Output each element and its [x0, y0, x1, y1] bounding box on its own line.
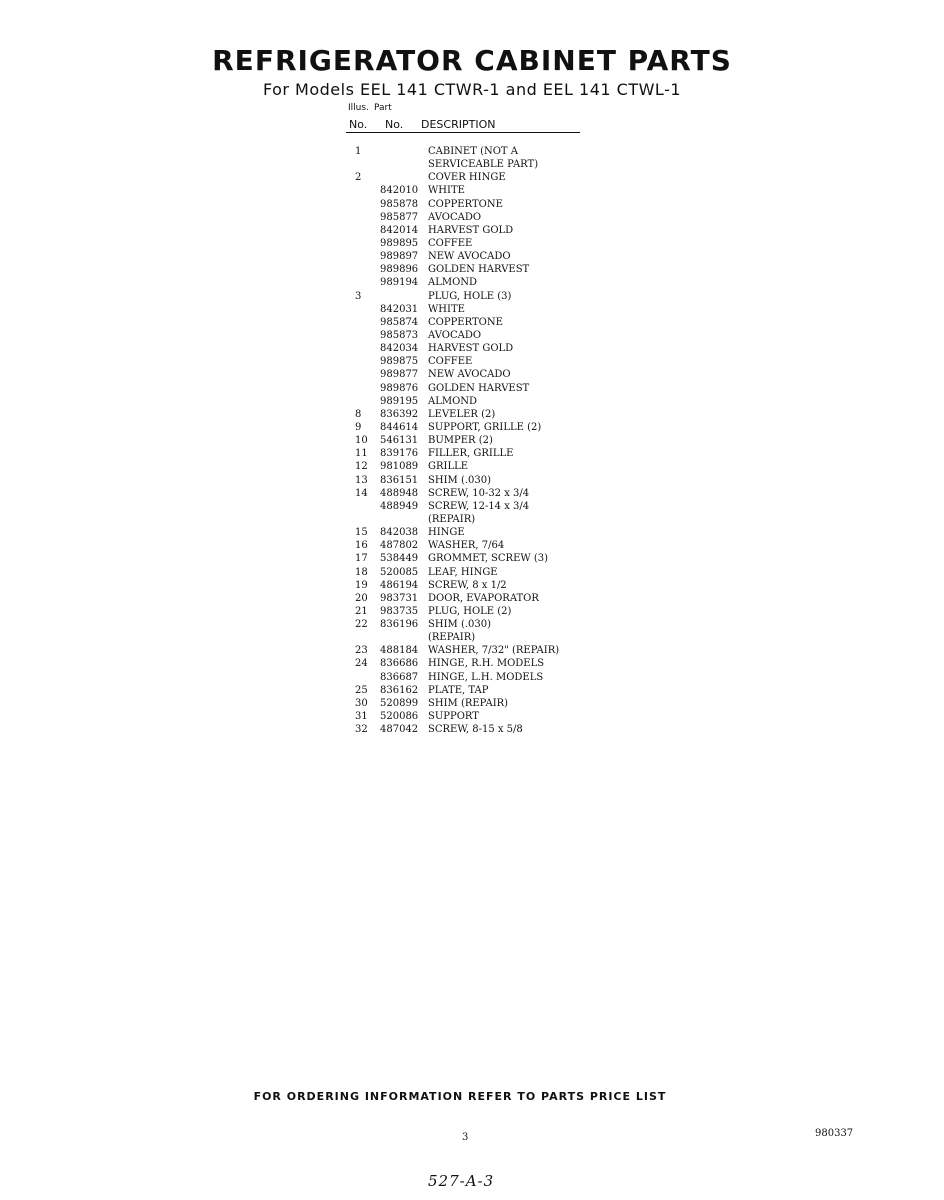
- illus-number: 32: [355, 724, 368, 736]
- part-description: ALMOND: [428, 277, 478, 289]
- part-description: HINGE: [428, 527, 465, 539]
- table-row: [0, 276, 944, 289]
- part-description: COPPERTONE: [428, 316, 503, 328]
- table-row: [0, 447, 944, 460]
- part-description: PLATE, TAP: [428, 684, 489, 696]
- part-description: (REPAIR): [428, 513, 476, 525]
- header-illus-top: Illus.: [348, 103, 369, 113]
- part-number: 836686: [380, 658, 419, 670]
- part-description: HINGE, L.H. MODELS: [428, 671, 544, 683]
- illus-number: 16: [355, 540, 368, 552]
- illus-number: 30: [355, 697, 368, 709]
- table-row: [0, 263, 944, 276]
- table-row: [0, 198, 944, 211]
- part-number: 989877: [380, 369, 419, 381]
- part-description: GRILLE: [428, 461, 469, 473]
- part-number: 985878: [380, 198, 419, 210]
- table-row: [0, 487, 944, 500]
- table-row: [0, 605, 944, 618]
- part-description: PLUG, HOLE (2): [428, 605, 512, 617]
- part-number: 989897: [380, 251, 419, 263]
- part-description: NEW AVOCADO: [428, 251, 511, 263]
- table-row: [0, 710, 944, 723]
- table-row: [0, 513, 944, 526]
- part-number: 538449: [380, 553, 419, 565]
- part-description: LEVELER (2): [428, 408, 496, 420]
- table-row: [0, 250, 944, 263]
- table-row: [0, 618, 944, 631]
- part-number: 842010: [380, 185, 419, 197]
- illus-number: 2: [355, 172, 362, 184]
- part-number: 983735: [380, 605, 419, 617]
- table-row: [0, 539, 944, 552]
- part-description: COPPERTONE: [428, 198, 503, 210]
- part-number: 488948: [380, 487, 419, 499]
- illus-number: 23: [355, 645, 368, 657]
- part-description: AVOCADO: [428, 211, 482, 223]
- part-number: 989896: [380, 264, 419, 276]
- part-number: 842034: [380, 343, 419, 355]
- ordering-note: FOR ORDERING INFORMATION REFER TO PARTS PRICE LIST: [253, 1090, 667, 1103]
- table-row: [0, 171, 944, 184]
- part-description: SHIM (.030): [428, 619, 492, 631]
- illus-number: 10: [355, 435, 368, 447]
- part-description: COFFEE: [428, 356, 473, 368]
- table-row: [0, 408, 944, 421]
- part-number: 836392: [380, 408, 419, 420]
- table-row: [0, 158, 944, 171]
- table-row: [0, 684, 944, 697]
- part-description: COFFEE: [428, 237, 473, 249]
- part-number: 839176: [380, 448, 419, 460]
- part-description: ALMOND: [428, 395, 478, 407]
- table-row: [0, 657, 944, 670]
- part-number: 985877: [380, 211, 419, 223]
- part-number: 989876: [380, 382, 419, 394]
- part-number: 520085: [380, 566, 419, 578]
- illus-number: 9: [355, 421, 362, 433]
- table-row: [0, 355, 944, 368]
- part-description: SCREW, 12-14 x 3/4: [428, 500, 530, 512]
- part-description: (REPAIR): [428, 632, 476, 644]
- part-description: GOLDEN HARVEST: [428, 264, 530, 276]
- part-description: WASHER, 7/32" (REPAIR): [428, 645, 560, 657]
- part-number: 520899: [380, 697, 419, 709]
- part-number: 488949: [380, 500, 419, 512]
- header-illus-bottom: No.: [349, 118, 368, 131]
- part-description: GOLDEN HARVEST: [428, 382, 530, 394]
- part-number: 836151: [380, 474, 419, 486]
- part-description: HARVEST GOLD: [428, 343, 514, 355]
- part-description: SCREW, 10-32 x 3/4: [428, 487, 530, 499]
- part-number: 844614: [380, 421, 419, 433]
- illus-number: 17: [355, 553, 368, 565]
- table-row: [0, 329, 944, 342]
- illus-number: 25: [355, 684, 368, 696]
- page-title: REFRIGERATOR CABINET PARTS: [212, 44, 732, 77]
- part-number: 486194: [380, 579, 419, 591]
- illus-number: 22: [355, 619, 368, 631]
- illus-number: 8: [355, 408, 362, 420]
- table-row: [0, 211, 944, 224]
- table-row: [0, 474, 944, 487]
- illus-number: 15: [355, 527, 368, 539]
- table-row: [0, 552, 944, 565]
- page-subtitle: For Models EEL 141 CTWR-1 and EEL 141 CTWL-1: [262, 80, 682, 99]
- table-row: [0, 316, 944, 329]
- part-description: SERVICEABLE PART): [428, 159, 539, 171]
- part-number: 836687: [380, 671, 419, 683]
- table-row: [0, 184, 944, 197]
- part-number: 989194: [380, 277, 419, 289]
- part-number: 842031: [380, 303, 419, 315]
- part-description: SHIM (.030): [428, 474, 492, 486]
- part-number: 546131: [380, 435, 419, 447]
- table-row: [0, 500, 944, 513]
- part-number: 981089: [380, 461, 419, 473]
- page-number: 3: [462, 1132, 469, 1143]
- illus-number: 11: [355, 448, 368, 460]
- table-row: [0, 368, 944, 381]
- illus-number: 24: [355, 658, 368, 670]
- part-number: 989895: [380, 237, 419, 249]
- illus-number: 21: [355, 605, 368, 617]
- table-row: [0, 697, 944, 710]
- table-row: [0, 566, 944, 579]
- table-row: [0, 631, 944, 644]
- part-description: SCREW, 8-15 x 5/8: [428, 724, 523, 736]
- part-description: WHITE: [428, 303, 465, 315]
- table-row: [0, 145, 944, 158]
- header-description: DESCRIPTION: [421, 118, 496, 131]
- part-number: 487042: [380, 724, 419, 736]
- part-number: 842014: [380, 224, 419, 236]
- part-number: 989195: [380, 395, 419, 407]
- part-number: 983731: [380, 592, 419, 604]
- part-number: 836196: [380, 619, 419, 631]
- table-row: [0, 526, 944, 539]
- table-row: [0, 579, 944, 592]
- part-number: 985873: [380, 329, 419, 341]
- part-number: 989875: [380, 356, 419, 368]
- part-description: DOOR, EVAPORATOR: [428, 592, 539, 604]
- illus-number: 12: [355, 461, 368, 473]
- table-row: [0, 723, 944, 736]
- illus-number: 13: [355, 474, 368, 486]
- header-part-bottom: No.: [385, 118, 404, 131]
- part-description: BUMPER (2): [428, 435, 493, 447]
- part-number: 985874: [380, 316, 419, 328]
- table-row: [0, 460, 944, 473]
- part-number: 488184: [380, 645, 419, 657]
- table-row: [0, 342, 944, 355]
- table-row: [0, 671, 944, 684]
- header-rule: [346, 132, 580, 133]
- part-description: SUPPORT: [428, 711, 479, 723]
- part-number: 842038: [380, 527, 419, 539]
- part-description: FILLER, GRILLE: [428, 448, 514, 460]
- illus-number: 20: [355, 592, 368, 604]
- part-description: CABINET (NOT A: [428, 146, 518, 157]
- parts-list: [0, 145, 944, 736]
- table-row: [0, 382, 944, 395]
- table-row: [0, 224, 944, 237]
- part-number: 836162: [380, 684, 419, 696]
- table-row: [0, 395, 944, 408]
- part-number: 487802: [380, 540, 419, 552]
- illus-number: 1: [355, 146, 362, 157]
- part-description: HARVEST GOLD: [428, 224, 514, 236]
- part-description: COVER HINGE: [428, 172, 506, 184]
- part-description: WASHER, 7/64: [428, 540, 505, 552]
- part-description: HINGE, R.H. MODELS: [428, 658, 545, 670]
- header-part-top: Part: [374, 103, 392, 113]
- illus-number: 14: [355, 487, 368, 499]
- part-description: AVOCADO: [428, 329, 482, 341]
- part-description: LEAF, HINGE: [428, 566, 498, 578]
- table-row: [0, 421, 944, 434]
- handwritten-note: 527-A-3: [428, 1172, 495, 1190]
- part-description: SHIM (REPAIR): [428, 697, 509, 709]
- table-row: [0, 290, 944, 303]
- part-description: GROMMET, SCREW (3): [428, 553, 549, 565]
- table-row: [0, 592, 944, 605]
- part-description: NEW AVOCADO: [428, 369, 511, 381]
- illus-number: 18: [355, 566, 368, 578]
- table-row: [0, 237, 944, 250]
- table-row: [0, 434, 944, 447]
- part-description: SCREW, 8 x 1/2: [428, 579, 507, 591]
- part-description: SUPPORT, GRILLE (2): [428, 421, 542, 433]
- part-number: 520086: [380, 711, 419, 723]
- illus-number: 3: [355, 290, 362, 302]
- table-row: [0, 303, 944, 316]
- illus-number: 19: [355, 579, 368, 591]
- part-description: WHITE: [428, 185, 465, 197]
- part-description: PLUG, HOLE (3): [428, 290, 512, 302]
- illus-number: 31: [355, 711, 368, 723]
- table-row: [0, 644, 944, 657]
- document-number: 980337: [815, 1128, 854, 1139]
